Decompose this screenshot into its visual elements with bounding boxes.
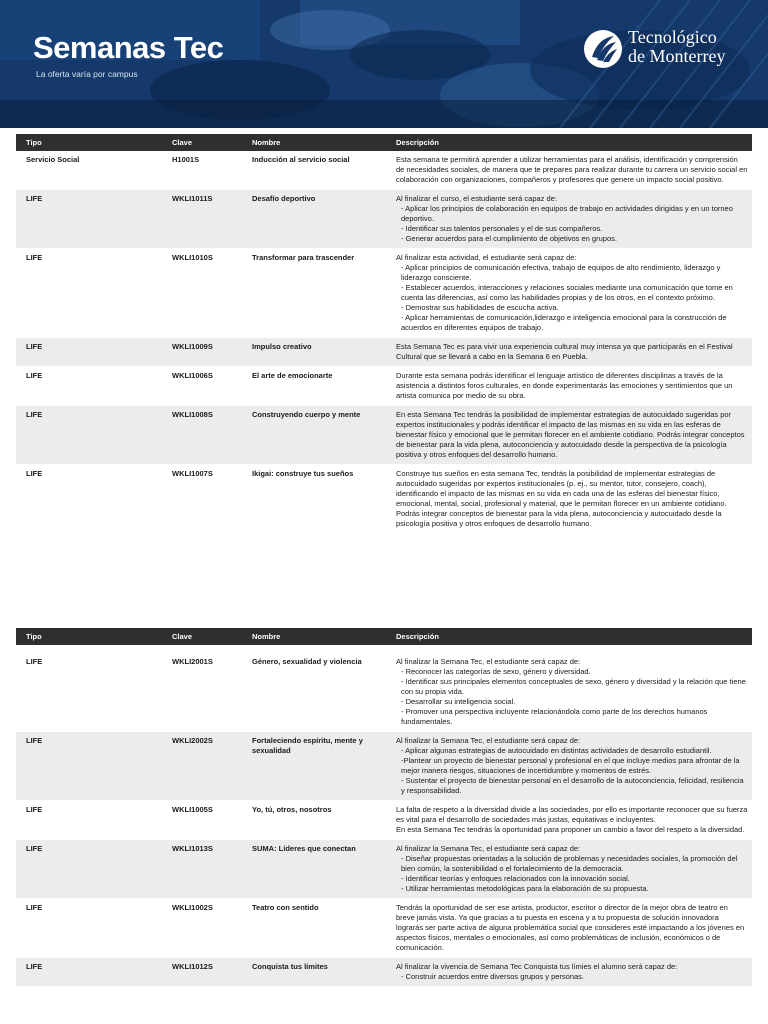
- cell-tipo: LIFE: [16, 338, 162, 367]
- page-subtitle: La oferta varía por campus: [36, 69, 138, 79]
- col-nombre: Nombre: [242, 628, 386, 645]
- cell-nombre: El arte de emocionarte: [242, 367, 386, 406]
- cell-tipo: LIFE: [16, 899, 162, 958]
- col-clave: Clave: [162, 134, 242, 151]
- cell-descripcion: [386, 899, 752, 958]
- description-line: - Desarrollar su inteligencia social.: [401, 697, 516, 706]
- cell-tipo: Servicio Social: [16, 151, 162, 190]
- description-line: Al finalizar la Semana Tec, el estudiante será capaz de:: [396, 844, 581, 853]
- courses-table: [16, 628, 752, 987]
- cell-clave: WKLI1007S: [162, 465, 242, 534]
- cell-descripcion: [386, 338, 752, 367]
- col-tipo: Tipo: [16, 134, 162, 151]
- cell-clave: WKLI1011S: [162, 190, 242, 249]
- table-row: [16, 465, 752, 534]
- table-row: [16, 367, 752, 406]
- cell-nombre: Transformar para trascender: [242, 249, 386, 338]
- cell-clave: WKLI1013S: [162, 840, 242, 899]
- cell-descripcion: [386, 367, 752, 406]
- table-row: [16, 645, 752, 732]
- cell-tipo: LIFE: [16, 840, 162, 899]
- cell-descripcion: [386, 465, 752, 534]
- cell-clave: WKLI1012S: [162, 958, 242, 987]
- col-clave: Clave: [162, 628, 242, 645]
- description-line: - Utilizar herramientas metodológicas para la elaboración de su propuesta.: [401, 884, 649, 893]
- cell-tipo: LIFE: [16, 249, 162, 338]
- cell-tipo: LIFE: [16, 367, 162, 406]
- description-line: Tendrás la oportunidad de ser ese artista, productor, escritor o director de la mejor obra de teatro en breve jamás vista. Ya que gracias a tu puesta en escena y a tu propuesta de solución innovadora lograrás ser parte activa de alguna problemática social que consideres esté impactando a los jóvenes en aspectos físicos, mentales o emocionales, así como problemáticas de inclusión, económicos o de comunicación.: [396, 903, 745, 952]
- cell-clave: WKLI1002S: [162, 899, 242, 958]
- brand-name: Tecnológico de Monterrey: [628, 27, 726, 66]
- cell-nombre: Fortaleciendo espíritu, mente y sexualidad: [242, 732, 386, 801]
- cell-descripcion: [386, 645, 752, 732]
- cell-clave: WKLI1006S: [162, 367, 242, 406]
- col-tipo: Tipo: [16, 628, 162, 645]
- cell-clave: WKLI2002S: [162, 732, 242, 801]
- description-line: La falta de respeto a la diversidad divide a las sociedades, por ello es importante reconocer que su fuerza es vital para el desarrollo de sociedades más justas, equitativas e incluyentes.: [396, 805, 748, 824]
- description-line: -Plantear un proyecto de bienestar personal y profesional en el que incluye medios para afrontar de la mejor manera riesgos, situaciones de incertidumbre y momentos de estrés.: [401, 756, 740, 775]
- cell-clave: WKLI1008S: [162, 406, 242, 465]
- cell-clave: WKLI1009S: [162, 338, 242, 367]
- courses-table-2: [16, 628, 752, 987]
- cell-tipo: LIFE: [16, 732, 162, 801]
- cell-tipo: LIFE: [16, 406, 162, 465]
- description-line: - Diseñar propuestas orientadas a la solución de problemas y necesidades sociales, la promoción del bien común, la sostenibilidad o el fortalecimiento de la democracia.: [401, 854, 738, 873]
- cell-clave: H1001S: [162, 151, 242, 190]
- description-line: - Aplicar principios de comunicación efectiva, trabajo de equipos de alto rendimiento, liderazgo y liderazgo consciente.: [401, 263, 721, 282]
- description-line: Esta semana te permitirá aprender a utilizar herramientas para el análisis, identificación y comprensión de necesidades sociales, de manera que te prepares para realizar durante tu carrera un servicio social en colaboración con organizaciones, compañeros y profesores que genere un impacto social positivo.: [396, 155, 748, 184]
- description-line: - Promover una perspectiva incluyente relacionándola como parte de los derechos humanos fundamentales.: [401, 707, 708, 726]
- col-nombre: Nombre: [242, 134, 386, 151]
- cell-tipo: LIFE: [16, 465, 162, 534]
- description-line: - Aplicar los principios de colaboración en equipos de trabajo en actividades dirigidas y en un torneo deportivo.: [401, 204, 733, 223]
- table-row: [16, 338, 752, 367]
- header-banner: [0, 0, 768, 128]
- col-descripcion: Descripción: [386, 628, 752, 645]
- cell-tipo: LIFE: [16, 801, 162, 840]
- description-line: - Identificar sus principales elementos conceptuales de sexo, género y diversidad y la relación que tiene con su propia vida.: [401, 677, 746, 696]
- description-line: - Sustentar el proyecto de bienestar personal en el desarrollo de la autoconciencia, felicidad, resiliencia y responsabilidad.: [401, 776, 744, 795]
- table-row: [16, 958, 752, 987]
- courses-table: [16, 134, 752, 534]
- description-line: - Generar acuerdos para el cumplimiento de objetivos en grupos.: [401, 234, 617, 243]
- table-header-row: [16, 628, 752, 645]
- description-line: Esta Semana Tec es para vivir una experiencia cultural muy intensa ya que participarás en el Festival Cultural que se llevará a cabo en la Semana 6 en Puebla.: [396, 342, 733, 361]
- cell-clave: WKLI1010S: [162, 249, 242, 338]
- table-header-row: [16, 134, 752, 151]
- cell-nombre: Género, sexualidad y violencia: [242, 645, 386, 732]
- description-line: En esta Semana Tec tendrás la posibilidad de implementar estrategias de autocuidado sugeridas por expertos institucionales y podrás identificar el impacto de las mismas en su vida en las esferas de bienestar físico y emocional que le permitan florecer en el ambiente cotidiano. Podrás integrar conceptos de bienestar para la vida plena, autoconciencia y autocuidado desde la perspectiva de la psicología positiva y otros enfoques del desarrollo humano.: [396, 410, 745, 459]
- col-descripcion: Descripción: [386, 134, 752, 151]
- description-line: - Aplicar algunas estrategias de autocuidado en distintas actividades de desarrollo estudiantil.: [401, 746, 712, 755]
- table-row: [16, 406, 752, 465]
- cell-nombre: Construyendo cuerpo y mente: [242, 406, 386, 465]
- description-line: - Aplicar herramientas de comunicación,liderazgo e inteligencia emocional para la construcción de acuerdos en diferentes equipos de trabajo.: [401, 313, 727, 332]
- cell-descripcion: [386, 840, 752, 899]
- description-line: Al finalizar la vivencia de Semana Tec Conquista tus límies el alumno será capaz de:: [396, 962, 678, 971]
- table-row: [16, 801, 752, 840]
- cell-descripcion: [386, 190, 752, 249]
- cell-descripcion: [386, 151, 752, 190]
- cell-descripcion: [386, 958, 752, 987]
- cell-nombre: Yo, tú, otros, nosotros: [242, 801, 386, 840]
- description-line: En esta Semana Tec tendrás la oportunidad para proponer un cambio a favor del respeto a la diversidad.: [396, 825, 745, 834]
- table-row: [16, 249, 752, 338]
- cell-tipo: LIFE: [16, 958, 162, 987]
- description-line: - Establecer acuerdos, interacciones y relaciones sociales mediante una comunicación que tome en cuenta las diferencias, así como las habilidades propias y de los otros, en el contexto próximo.: [401, 283, 733, 302]
- cell-nombre: Ikigai: construye tus sueños: [242, 465, 386, 534]
- description-line: Al finalizar la Semana Tec, el estudiante será capaz de:: [396, 657, 581, 666]
- tec-logo: [580, 28, 750, 76]
- table-row: [16, 732, 752, 801]
- cell-nombre: Conquista tus límites: [242, 958, 386, 987]
- description-line: - Identificar sus talentos personales y el de sus compañeros.: [401, 224, 603, 233]
- cell-descripcion: [386, 249, 752, 338]
- cell-tipo: LIFE: [16, 190, 162, 249]
- table-row: [16, 899, 752, 958]
- cell-clave: WKLI2001S: [162, 645, 242, 732]
- table-row: [16, 190, 752, 249]
- cell-nombre: Teatro con sentido: [242, 899, 386, 958]
- cell-descripcion: [386, 801, 752, 840]
- cell-nombre: Desafío deportivo: [242, 190, 386, 249]
- description-line: Al finalizar el curso, el estudiante será capaz de:: [396, 194, 557, 203]
- cell-descripcion: [386, 406, 752, 465]
- cell-clave: WKLI1005S: [162, 801, 242, 840]
- page-title: Semanas Tec: [33, 30, 224, 65]
- description-line: - Identificar teorías y enfoques relacionados con la innovación social.: [401, 874, 630, 883]
- description-line: Al finalizar la Semana Tec, el estudiante será capaz de:: [396, 736, 581, 745]
- description-line: - Construir acuerdos entre diversos grupos y personas.: [401, 972, 585, 981]
- cell-nombre: Impulso creativo: [242, 338, 386, 367]
- torch-icon: [584, 30, 622, 68]
- cell-nombre: Inducción al servicio social: [242, 151, 386, 190]
- description-line: Construye tus sueños en esta semana Tec, tendrás la posibilidad de implementar estrategias de autocuidado sugeridas por expertos institucionales (p. ej., su mentor, tutor, consejero, coach), identificando el impacto de las mismas en su vida en cada una de las esferas del bienestar físico, emocional, mental, social, profesional y material, que le permitan florecer en un ambiente cotidiano. Podrás integrar conceptos de bienestar para la vida plena, autoconciencia y autocuidado desde la psicología positiva y otros enfoques de desarrollo humano.: [396, 469, 727, 528]
- cell-tipo: LIFE: [16, 645, 162, 732]
- table-row: [16, 151, 752, 190]
- courses-table-1: [16, 134, 752, 534]
- cell-nombre: SUMA: Líderes que conectan: [242, 840, 386, 899]
- description-line: Al finalizar esta actividad, el estudiante será capaz de:: [396, 253, 577, 262]
- table-row: [16, 840, 752, 899]
- description-line: - Reconocer las categorías de sexo, género y diversidad.: [401, 667, 591, 676]
- description-line: Durante esta semana podrás identificar el lenguaje artístico de diferentes disciplinas a través de la asistencia a distintos foros culturales, en donde experimentarás las emociones y sentimientos que un artista comunica por medio de su obra.: [396, 371, 733, 400]
- cell-descripcion: [386, 732, 752, 801]
- description-line: - Demostrar sus habilidades de escucha activa.: [401, 303, 559, 312]
